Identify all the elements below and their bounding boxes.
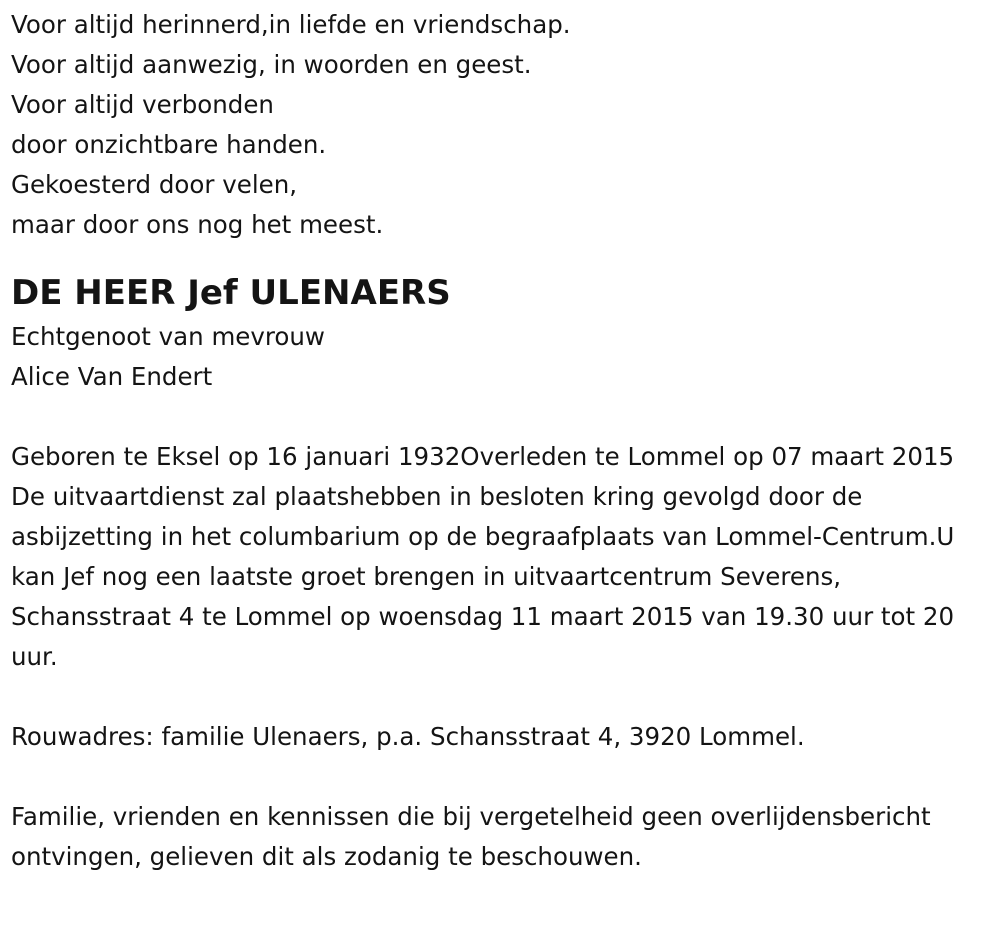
spouse-name: Alice Van Endert [11,362,213,391]
mourning-address: Rouwadres: familie Ulenaers, p.a. Schansstraat 4, 3920 Lommel. [11,722,805,751]
obituary-notice [11,5,986,877]
poem-line: door onzichtbare handen. [11,130,327,159]
poem-line: Voor altijd verbonden [11,90,274,119]
deceased-name: DE HEER Jef ULENAERS [11,273,451,313]
poem-line: Gekoesterd door velen, [11,170,298,199]
birth-death-dates: Geboren te Eksel op 16 januari 1932Overleden te Lommel op 07 maart 2015 [11,442,955,471]
family-notice: Familie, vrienden en kennissen die bij vergetelheid geen overlijdensbericht ontvingen, gelieven dit als zodanig te beschouwen. [11,802,931,871]
spouse-line: Echtgenoot van mevrouw [11,322,325,351]
poem-line: Voor altijd herinnerd,in liefde en vriendschap. [11,10,571,39]
poem-line: maar door ons nog het meest. [11,210,384,239]
memorial-poem [11,5,986,245]
funeral-service-info: De uitvaartdienst zal plaatshebben in besloten kring gevolgd door de asbijzetting in het columbarium op de begraafplaats van Lommel-Centrum.U kan Jef nog een laatste groet brengen in uitvaartcentrum Severens, Schansstraat 4 te Lommel op woensdag 11 maart 2015 van 19.30 uur tot 20 uur. [11,482,955,671]
poem-line: Voor altijd aanwezig, in woorden en geest. [11,50,532,79]
